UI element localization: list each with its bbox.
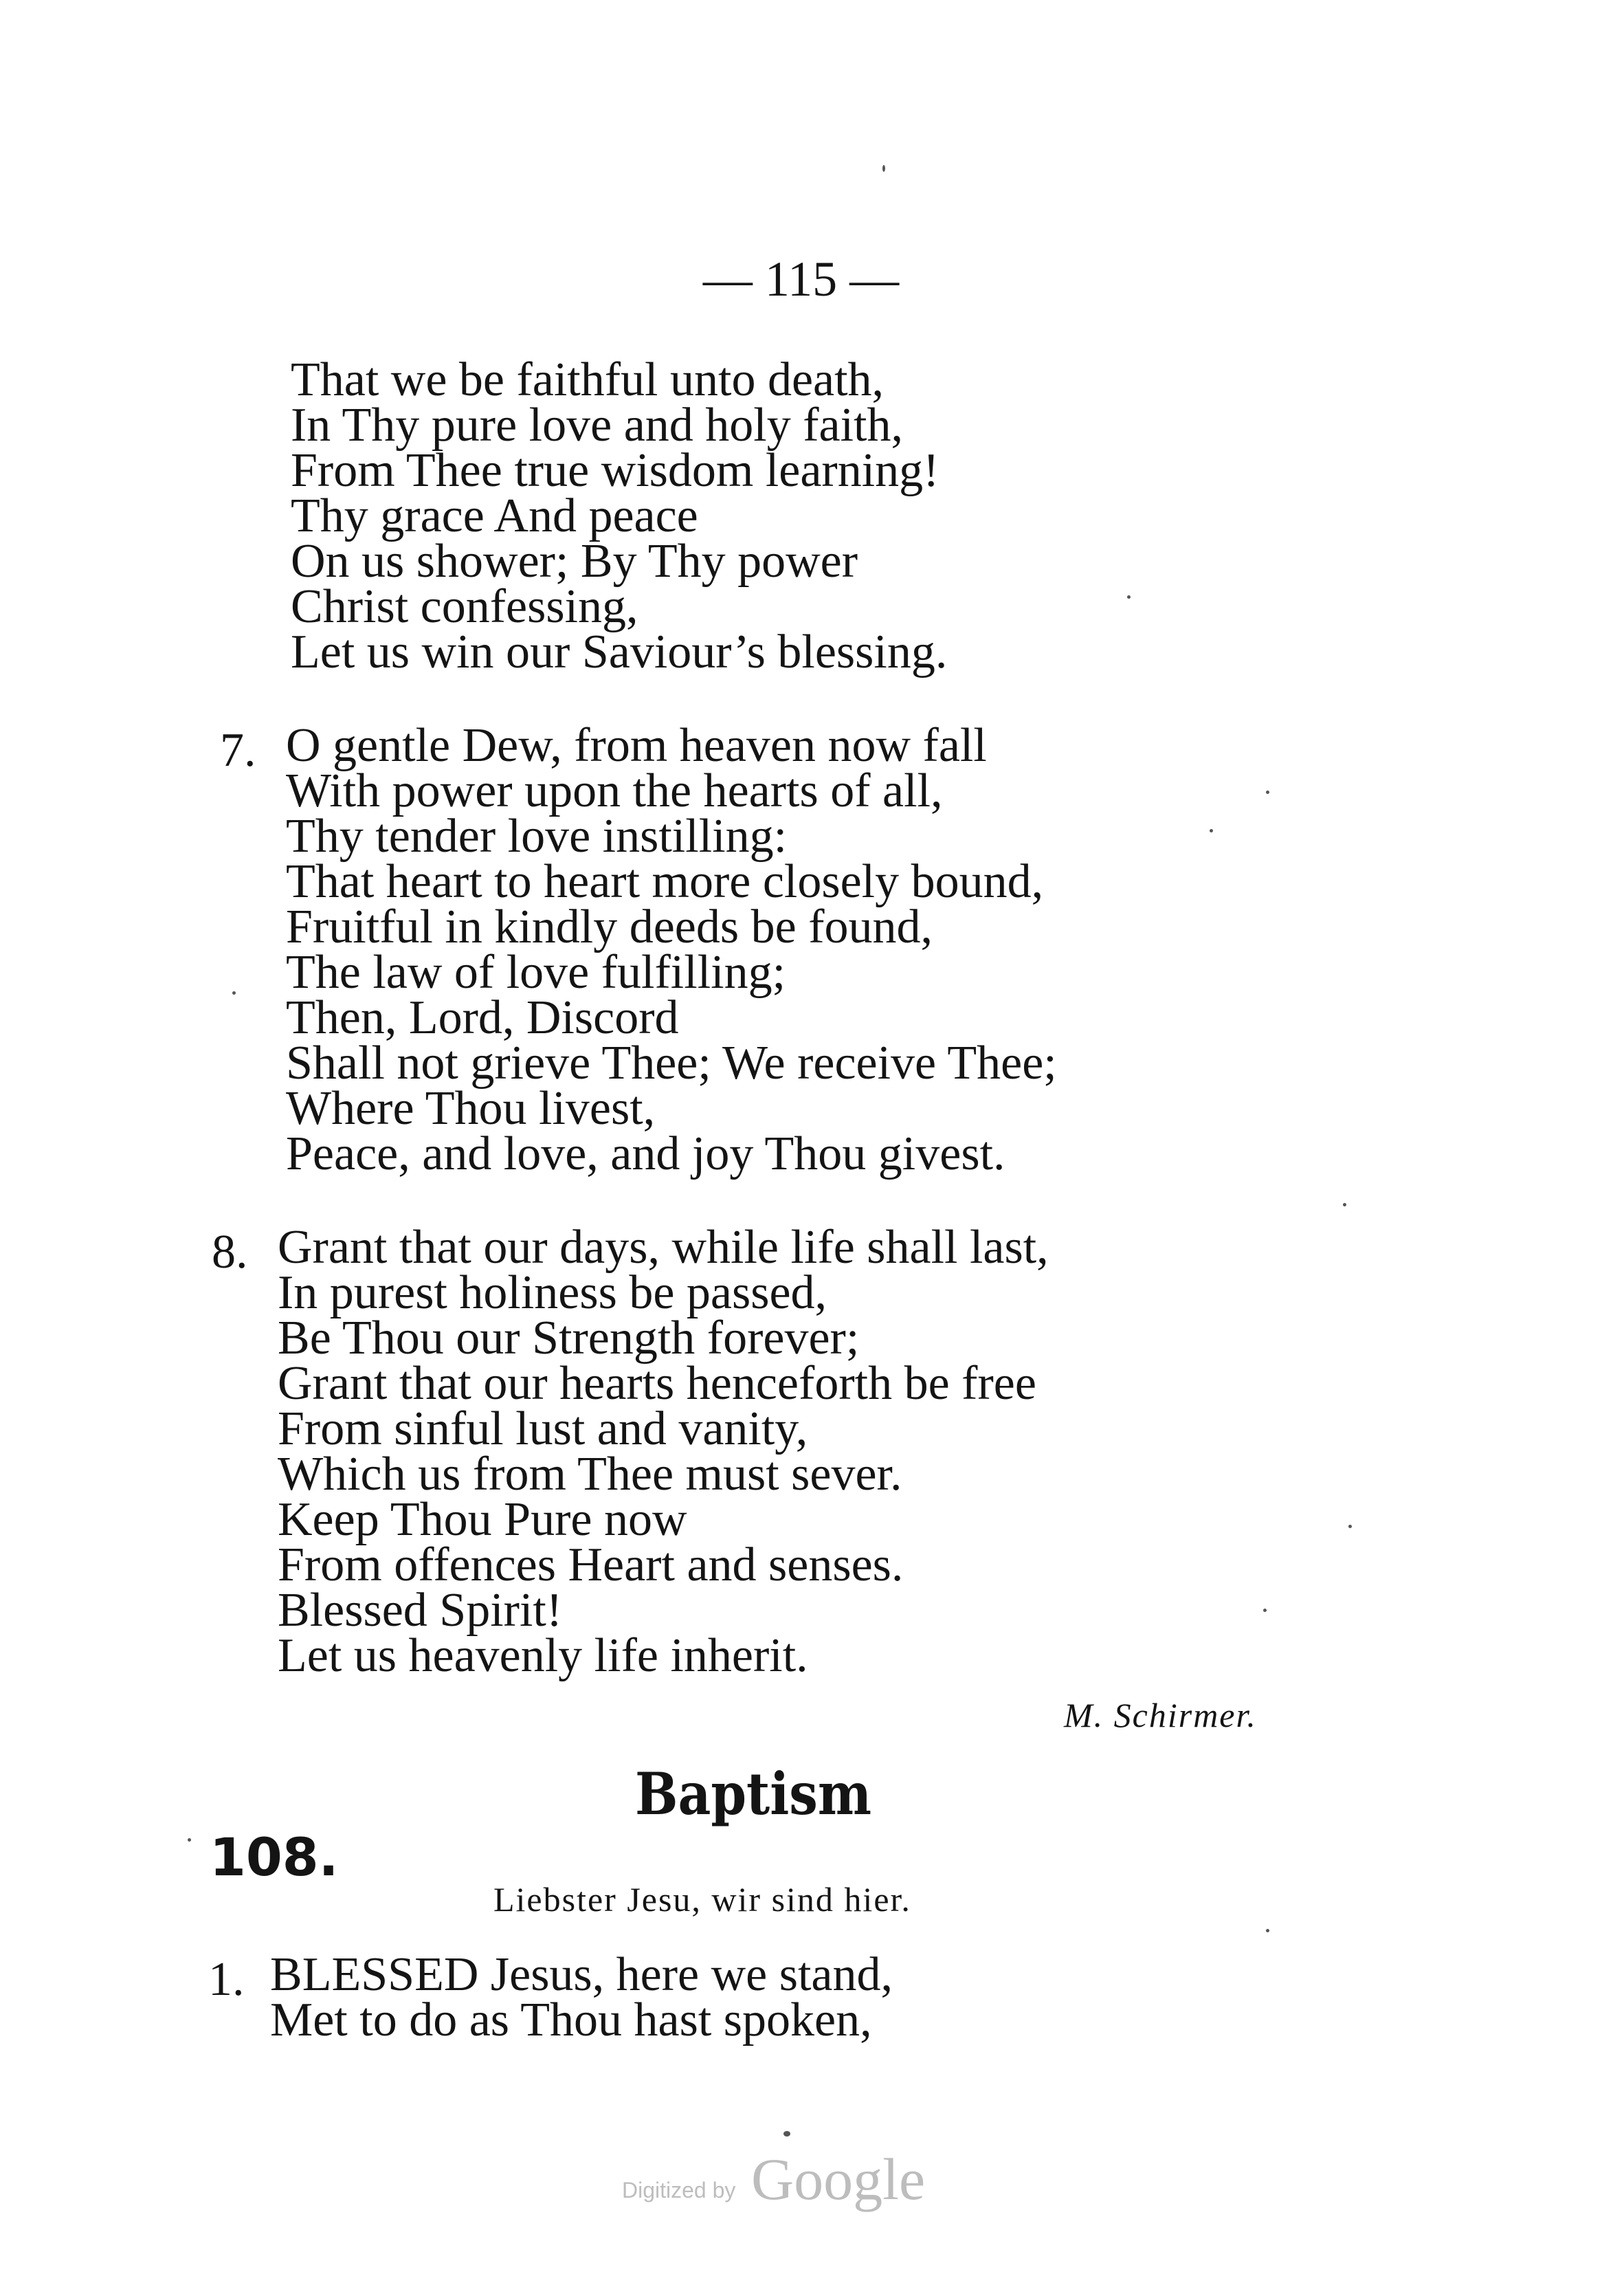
section-heading: Baptism — [635, 1760, 872, 1828]
scan-speck — [188, 1838, 191, 1842]
verse-line: O gentle Dew, from heaven now fall — [286, 719, 987, 772]
scan-speck — [1263, 1609, 1267, 1612]
scan-speck — [1127, 595, 1131, 599]
stanza-number: 7. — [220, 724, 256, 777]
verse-line: Christ confessing, — [291, 580, 638, 633]
scan-speck — [882, 165, 885, 172]
scan-speck — [232, 991, 236, 995]
scan-speck — [1210, 829, 1213, 832]
verse-line: With power upon the hearts of all, — [286, 764, 943, 817]
verse-line: Let us win our Saviour’s blessing. — [291, 626, 948, 678]
verse-line: Where Thou livest, — [286, 1082, 656, 1135]
page-number: — 115 — — [702, 252, 900, 307]
hymn-number: 108. — [210, 1826, 339, 1888]
scan-speck — [1348, 1525, 1352, 1528]
verse-line: Let us heavenly life inherit. — [278, 1629, 808, 1682]
scan-speck — [1266, 1929, 1269, 1932]
verse-line: Grant that our hearts henceforth be free — [278, 1357, 1036, 1410]
verse-line: Keep Thou Pure now — [278, 1493, 687, 1546]
verse-line: Fruitful in kindly deeds be found, — [286, 901, 933, 953]
verse-line: Then, Lord, Discord — [286, 991, 679, 1044]
verse-line: Be Thou our Strength forever; — [278, 1312, 860, 1365]
verse-line: Blessed Spirit! — [278, 1584, 563, 1637]
stanza-number: 8. — [212, 1226, 248, 1279]
scan-speck — [783, 2131, 790, 2137]
verse-line: Thy grace And peace — [291, 489, 698, 542]
verse-line: Grant that our days, while life shall last, — [278, 1221, 1049, 1274]
google-logo: Google — [751, 2146, 926, 2212]
verse-line: In purest holiness be passed, — [278, 1266, 827, 1319]
verse-line: BLESSED Jesus, here we stand, — [270, 1948, 893, 2001]
verse-line: That we be faithful unto death, — [291, 353, 885, 406]
scan-speck — [1266, 791, 1269, 794]
verse-line: That heart to heart more closely bound, — [286, 855, 1044, 908]
verse-line: From Thee true wisdom learning! — [291, 444, 939, 497]
scan-speck — [1343, 1203, 1346, 1206]
verse-line: Shall not grieve Thee; We receive Thee; — [286, 1037, 1057, 1090]
verse-line: The law of love fulfilling; — [286, 946, 786, 999]
verse-line: From sinful lust and vanity, — [278, 1402, 808, 1455]
verse-line: In Thy pure love and holy faith, — [291, 399, 903, 452]
digitized-by-text: Digitized by — [622, 2178, 736, 2203]
verse-line: Met to do as Thou hast spoken, — [270, 1994, 872, 2046]
author-attribution: M. Schirmer. — [1064, 1696, 1257, 1734]
verse-line: Thy tender love instilling: — [286, 810, 788, 863]
stanza-number: 1. — [208, 1953, 245, 2006]
tune-name: Liebster Jesu, wir sind hier. — [493, 1880, 911, 1919]
verse-line: From offences Heart and senses. — [278, 1538, 904, 1591]
verse-line: Peace, and love, and joy Thou givest. — [286, 1127, 1005, 1180]
verse-line: Which us from Thee must sever. — [278, 1448, 902, 1501]
verse-line: On us shower; By Thy power — [291, 535, 858, 588]
